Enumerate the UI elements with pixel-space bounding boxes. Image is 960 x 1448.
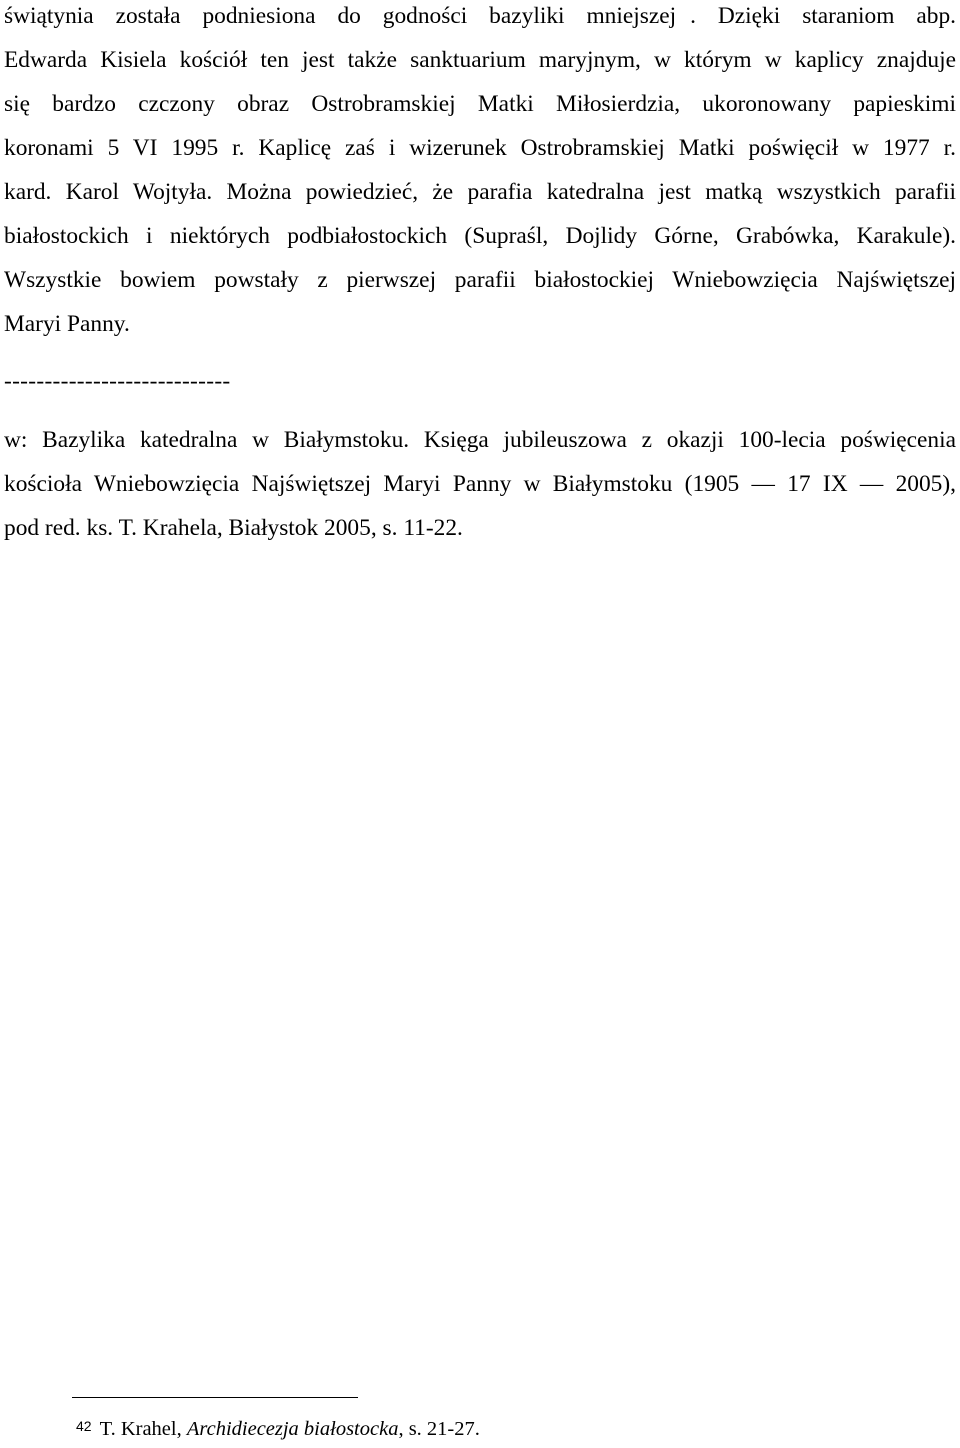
- footnote-divider: [72, 1397, 358, 1398]
- citation-line: kościoła Wniebowzięcia Najświętszej Maryi Panny w Białymstoku (1905 ― 17 IX ― 2005),: [4, 471, 956, 497]
- footnote: [76, 1415, 480, 1443]
- dashed-separator: ----------------------------: [4, 368, 231, 394]
- paragraph-line: koronami 5 VI 1995 r. Kaplicę zaś i wizerunek Ostrobramskiej Matki poświęcił w 1977 r.: [4, 135, 956, 161]
- paragraph-history: [4, 0, 956, 346]
- footnote-title: Archidiecezja białostocka: [186, 1418, 399, 1440]
- paragraph-line: kard. Karol Wojtyła. Można powiedzieć, że parafia katedralna jest matką wszystkich parafii: [4, 179, 956, 205]
- paragraph-line: świątynia została podniesiona do godności bazyliki mniejszej . Dzięki staraniom abp.: [4, 3, 956, 29]
- paragraph-line: Wszystkie bowiem powstały z pierwszej parafii białostockiej Wniebowzięcia Najświętszej: [4, 267, 956, 293]
- paragraph-line: Maryi Panny.: [4, 311, 130, 337]
- footnote-number: 42: [76, 1418, 92, 1434]
- citation-line: pod red. ks. T. Krahela, Białystok 2005, s. 11-22.: [4, 515, 463, 541]
- source-citation: [4, 418, 956, 550]
- paragraph-line: się bardzo czczony obraz Ostrobramskiej Matki Miłosierdzia, ukoronowany papieskimi: [4, 91, 956, 117]
- citation-line: w: Bazylika katedralna w Białymstoku. Księga jubileuszowa z okazji 100-lecia poświęcenia: [4, 427, 956, 453]
- footnote-pages: , s. 21-27.: [398, 1418, 480, 1440]
- paragraph-line: białostockich i niektórych podbiałostockich (Supraśl, Dojlidy Górne, Grabówka, Karakule).: [4, 223, 956, 249]
- footnote-author: T. Krahel,: [99, 1418, 187, 1440]
- paragraph-line: Edwarda Kisiela kościół ten jest także sanktuarium maryjnym, w którym w kaplicy znajduje: [4, 47, 956, 73]
